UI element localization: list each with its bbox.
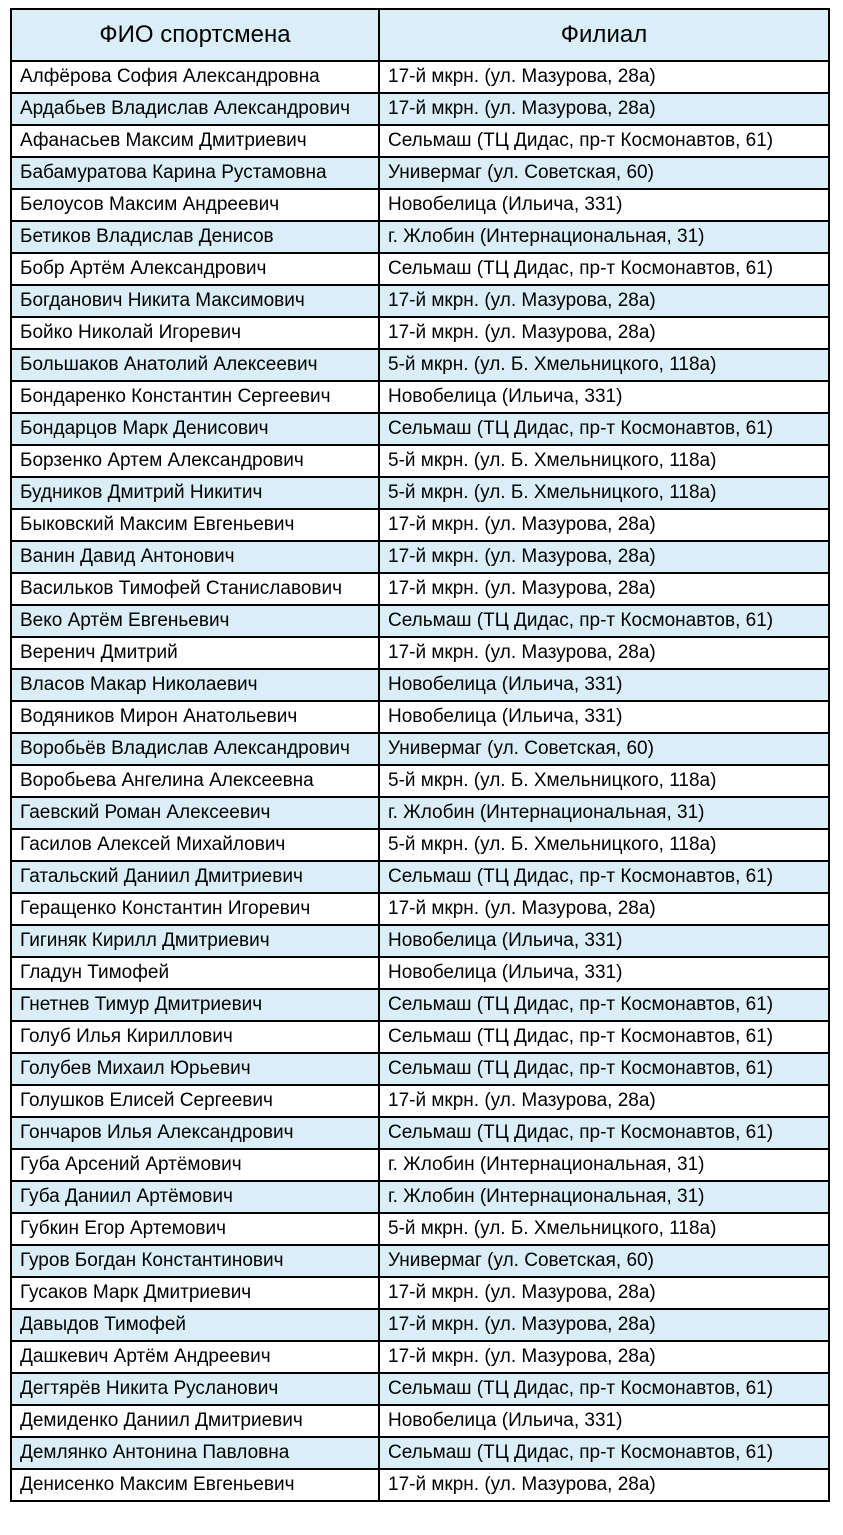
athlete-name-cell: Голубев Михаил Юрьевич: [11, 1053, 379, 1085]
branch-cell: 5-й мкрн. (ул. Б. Хмельницкого, 118а): [379, 765, 829, 797]
athlete-name-cell: Гладун Тимофей: [11, 957, 379, 989]
table-row: [11, 861, 829, 893]
table-row: [11, 1149, 829, 1181]
branch-cell: 17-й мкрн. (ул. Мазурова, 28а): [379, 893, 829, 925]
athlete-name-cell: Бабамуратова Карина Рустамовна: [11, 157, 379, 189]
athlete-name-cell: Веко Артём Евгеньевич: [11, 605, 379, 637]
branch-cell: 17-й мкрн. (ул. Мазурова, 28а): [379, 285, 829, 317]
table-row: [11, 541, 829, 573]
branch-cell: г. Жлобин (Интернациональная, 31): [379, 1181, 829, 1213]
athlete-name-cell: Бетиков Владислав Денисов: [11, 221, 379, 253]
table-row: [11, 925, 829, 957]
branch-cell: Сельмаш (ТЦ Дидас, пр-т Космонавтов, 61): [379, 1373, 829, 1405]
athlete-name-cell: Голуб Илья Кириллович: [11, 1021, 379, 1053]
table-row: [11, 1021, 829, 1053]
branch-cell: Новобелица (Ильича, 331): [379, 701, 829, 733]
table-row: [11, 1181, 829, 1213]
branch-cell: Новобелица (Ильича, 331): [379, 189, 829, 221]
table-row: [11, 573, 829, 605]
table-row: [11, 157, 829, 189]
athlete-name-cell: Алфёрова София Александровна: [11, 61, 379, 93]
table-row: [11, 1117, 829, 1149]
table-row: [11, 1373, 829, 1405]
branch-cell: 5-й мкрн. (ул. Б. Хмельницкого, 118а): [379, 829, 829, 861]
table-body: [11, 61, 829, 1501]
branch-cell: Сельмаш (ТЦ Дидас, пр-т Космонавтов, 61): [379, 1437, 829, 1469]
table-row: [11, 317, 829, 349]
athlete-name-cell: Быковский Максим Евгеньевич: [11, 509, 379, 541]
branch-cell: 17-й мкрн. (ул. Мазурова, 28а): [379, 637, 829, 669]
athletes-branch-table: [10, 8, 830, 1502]
table-row: [11, 989, 829, 1021]
branch-cell: Универмаг (ул. Советская, 60): [379, 1245, 829, 1277]
branch-cell: 17-й мкрн. (ул. Мазурова, 28а): [379, 61, 829, 93]
branch-cell: Универмаг (ул. Советская, 60): [379, 733, 829, 765]
athlete-name-cell: Власов Макар Николаевич: [11, 669, 379, 701]
table-row: [11, 1053, 829, 1085]
athlete-name-cell: Большаков Анатолий Алексеевич: [11, 349, 379, 381]
branch-cell: Новобелица (Ильича, 331): [379, 1405, 829, 1437]
table-row: [11, 1245, 829, 1277]
table-row: [11, 1341, 829, 1373]
branch-cell: 5-й мкрн. (ул. Б. Хмельницкого, 118а): [379, 445, 829, 477]
athlete-name-cell: Бондарцов Марк Денисович: [11, 413, 379, 445]
table-row: [11, 509, 829, 541]
table-row: [11, 637, 829, 669]
table-row: [11, 1469, 829, 1501]
athlete-name-cell: Гнетнев Тимур Дмитриевич: [11, 989, 379, 1021]
athlete-name-cell: Губкин Егор Артемович: [11, 1213, 379, 1245]
table-row: [11, 765, 829, 797]
athlete-name-cell: Водяников Мирон Анатольевич: [11, 701, 379, 733]
athlete-name-cell: Гончаров Илья Александрович: [11, 1117, 379, 1149]
athlete-name-cell: Бойко Николай Игоревич: [11, 317, 379, 349]
table-row: [11, 1405, 829, 1437]
athlete-name-cell: Афанасьев Максим Дмитриевич: [11, 125, 379, 157]
athlete-name-cell: Гуров Богдан Константинович: [11, 1245, 379, 1277]
branch-cell: Сельмаш (ТЦ Дидас, пр-т Космонавтов, 61): [379, 605, 829, 637]
table-row: [11, 381, 829, 413]
branch-cell: 17-й мкрн. (ул. Мазурова, 28а): [379, 1277, 829, 1309]
branch-cell: 17-й мкрн. (ул. Мазурова, 28а): [379, 509, 829, 541]
branch-cell: г. Жлобин (Интернациональная, 31): [379, 221, 829, 253]
branch-cell: 17-й мкрн. (ул. Мазурова, 28а): [379, 317, 829, 349]
table-row: [11, 893, 829, 925]
athlete-name-cell: Борзенко Артем Александрович: [11, 445, 379, 477]
branch-cell: 5-й мкрн. (ул. Б. Хмельницкого, 118а): [379, 477, 829, 509]
branch-cell: Новобелица (Ильича, 331): [379, 925, 829, 957]
athlete-name-cell: Давыдов Тимофей: [11, 1309, 379, 1341]
athlete-name-cell: Дашкевич Артём Андреевич: [11, 1341, 379, 1373]
table-row: [11, 1437, 829, 1469]
column-header-branch: Филиал: [379, 9, 829, 61]
athlete-name-cell: Воробьева Ангелина Алексеевна: [11, 765, 379, 797]
table-row: [11, 221, 829, 253]
branch-cell: Сельмаш (ТЦ Дидас, пр-т Космонавтов, 61): [379, 413, 829, 445]
table-row: [11, 1213, 829, 1245]
table-row: [11, 1085, 829, 1117]
branch-cell: 17-й мкрн. (ул. Мазурова, 28а): [379, 1085, 829, 1117]
table-row: [11, 349, 829, 381]
athlete-name-cell: Демлянко Антонина Павловна: [11, 1437, 379, 1469]
athlete-name-cell: Белоусов Максим Андреевич: [11, 189, 379, 221]
table-row: [11, 669, 829, 701]
branch-cell: 17-й мкрн. (ул. Мазурова, 28а): [379, 573, 829, 605]
table-row: [11, 189, 829, 221]
athlete-name-cell: Денисенко Максим Евгеньевич: [11, 1469, 379, 1501]
table-row: [11, 1309, 829, 1341]
branch-cell: Новобелица (Ильича, 331): [379, 957, 829, 989]
branch-cell: Универмаг (ул. Советская, 60): [379, 157, 829, 189]
branch-cell: г. Жлобин (Интернациональная, 31): [379, 797, 829, 829]
athlete-name-cell: Богданович Никита Максимович: [11, 285, 379, 317]
athlete-name-cell: Воробьёв Владислав Александрович: [11, 733, 379, 765]
athlete-name-cell: Гасилов Алексей Михайлович: [11, 829, 379, 861]
table-row: [11, 125, 829, 157]
athlete-name-cell: Губа Даниил Артёмович: [11, 1181, 379, 1213]
branch-cell: 17-й мкрн. (ул. Мазурова, 28а): [379, 541, 829, 573]
table-row: [11, 477, 829, 509]
table-row: [11, 797, 829, 829]
table-header-row: [11, 9, 829, 61]
table-row: [11, 701, 829, 733]
column-header-athlete-name: ФИО спортсмена: [11, 9, 379, 61]
table-row: [11, 413, 829, 445]
table-row: [11, 285, 829, 317]
branch-cell: Сельмаш (ТЦ Дидас, пр-т Космонавтов, 61): [379, 125, 829, 157]
branch-cell: Сельмаш (ТЦ Дидас, пр-т Космонавтов, 61): [379, 1053, 829, 1085]
table-row: [11, 733, 829, 765]
branch-cell: Сельмаш (ТЦ Дидас, пр-т Космонавтов, 61): [379, 253, 829, 285]
branch-cell: Новобелица (Ильича, 331): [379, 381, 829, 413]
branch-cell: Новобелица (Ильича, 331): [379, 669, 829, 701]
athlete-name-cell: Гатальский Даниил Дмитриевич: [11, 861, 379, 893]
branch-cell: 17-й мкрн. (ул. Мазурова, 28а): [379, 1309, 829, 1341]
table-row: [11, 1277, 829, 1309]
athlete-name-cell: Бобр Артём Александрович: [11, 253, 379, 285]
athlete-name-cell: Ванин Давид Антонович: [11, 541, 379, 573]
branch-cell: Сельмаш (ТЦ Дидас, пр-т Космонавтов, 61): [379, 861, 829, 893]
branch-cell: 5-й мкрн. (ул. Б. Хмельницкого, 118а): [379, 1213, 829, 1245]
athlete-name-cell: Губа Арсений Артёмович: [11, 1149, 379, 1181]
athlete-name-cell: Геращенко Константин Игоревич: [11, 893, 379, 925]
table-row: [11, 445, 829, 477]
athlete-name-cell: Бондаренко Константин Сергеевич: [11, 381, 379, 413]
athlete-name-cell: Голушков Елисей Сергеевич: [11, 1085, 379, 1117]
athlete-name-cell: Будников Дмитрий Никитич: [11, 477, 379, 509]
table-row: [11, 957, 829, 989]
athlete-name-cell: Гигиняк Кирилл Дмитриевич: [11, 925, 379, 957]
athlete-name-cell: Гусаков Марк Дмитриевич: [11, 1277, 379, 1309]
athlete-name-cell: Ардабьев Владислав Александрович: [11, 93, 379, 125]
branch-cell: Сельмаш (ТЦ Дидас, пр-т Космонавтов, 61): [379, 1117, 829, 1149]
table-row: [11, 253, 829, 285]
athlete-name-cell: Васильков Тимофей Станиславович: [11, 573, 379, 605]
athlete-name-cell: Дегтярёв Никита Русланович: [11, 1373, 379, 1405]
branch-cell: г. Жлобин (Интернациональная, 31): [379, 1149, 829, 1181]
table-row: [11, 61, 829, 93]
branch-cell: Сельмаш (ТЦ Дидас, пр-т Космонавтов, 61): [379, 989, 829, 1021]
branch-cell: 17-й мкрн. (ул. Мазурова, 28а): [379, 93, 829, 125]
athlete-name-cell: Демиденко Даниил Дмитриевич: [11, 1405, 379, 1437]
branch-cell: Сельмаш (ТЦ Дидас, пр-т Космонавтов, 61): [379, 1021, 829, 1053]
athlete-name-cell: Гаевский Роман Алексеевич: [11, 797, 379, 829]
branch-cell: 17-й мкрн. (ул. Мазурова, 28а): [379, 1469, 829, 1501]
athlete-name-cell: Веренич Дмитрий: [11, 637, 379, 669]
branch-cell: 5-й мкрн. (ул. Б. Хмельницкого, 118а): [379, 349, 829, 381]
table-row: [11, 829, 829, 861]
table-row: [11, 93, 829, 125]
table-row: [11, 605, 829, 637]
branch-cell: 17-й мкрн. (ул. Мазурова, 28а): [379, 1341, 829, 1373]
